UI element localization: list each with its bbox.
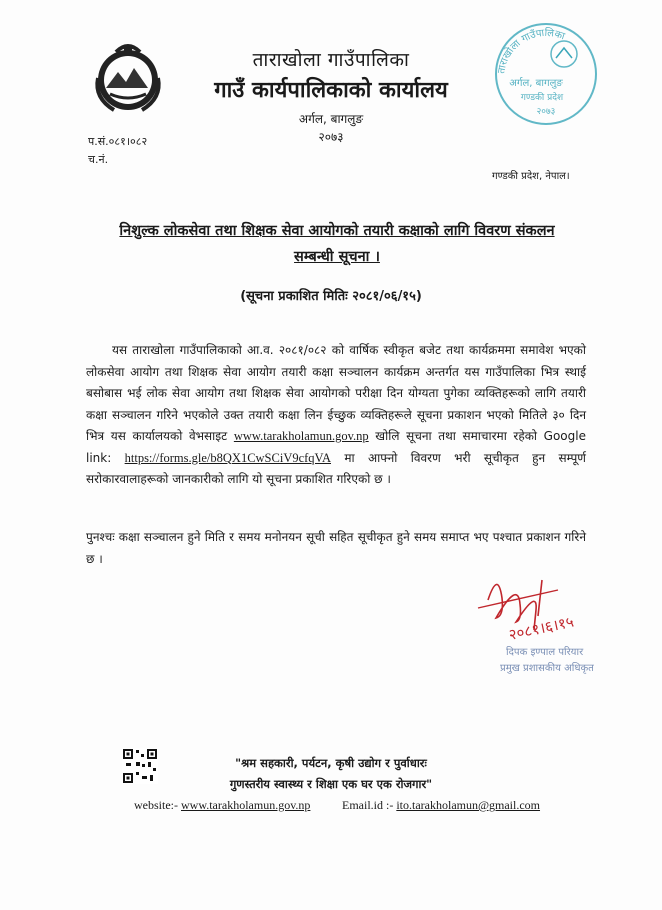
slogan-line2: गुणस्तरीय स्वास्थ्य र शिक्षा एक घर एक रोजगार" bbox=[229, 777, 433, 791]
notice-title bbox=[82, 218, 592, 270]
website-label: website:- bbox=[134, 798, 178, 812]
notice-title-line2: सम्बन्धी सूचना । bbox=[294, 249, 380, 265]
notice-body-part1: यस ताराखोला गाउँपालिकाको आ.व. २०८१/०८२ को वार्षिक स्वीकृत बजेट तथा कार्यक्रममा समावेश भएको लोकसेवा आयोग तथा शिक्षक सेवा आयोग तयारी कक्षा सञ्चालन कार्यक्रम अन्तर्गत यस गाउँपालिका भित्र स्थाई बसोबास भई लोक सेवा आयोग तथा शिक्षक सेवा आयोगको परीक्षा दिन योग्यता पुगेका व्यक्तिहरूको लागि तयारी कक्षा सञ्चालन गरिने भएकोले उक्त तयारी कक्षा लिन ईच्छुक व्यक्तिहरूले सूचना प्रकाशन भएको मितिले ३० दिन भित्र यस कार्यालयको वेभसाइट bbox=[86, 343, 586, 443]
office-name: ताराखोला गाउँपालिका bbox=[252, 49, 410, 71]
svg-text:ताराखोला गाउँपालिका bbox=[496, 27, 566, 75]
stamp-text-outer: ताराखोला गाउँपालिका bbox=[496, 27, 567, 75]
signatory-name: दिपक इण्पाल परियार bbox=[506, 647, 584, 658]
notice-body-part2: खोलि सूचना तथा समाचारमा रहेको Google link: bbox=[86, 429, 586, 465]
slogan-line1: "श्रम सहकारी, पर्यटन, कृषी उद्योग र पुर्वाधारः bbox=[235, 756, 427, 770]
website-link[interactable]: www.tarakholamun.gov.np bbox=[233, 429, 369, 443]
footer-email bbox=[342, 798, 540, 813]
stamp-text-province: गण्डकी प्रदेश bbox=[520, 93, 564, 103]
signature-date: २०८१।६।१५ bbox=[507, 612, 576, 644]
reference-number: प.सं.०८१।०८२ bbox=[88, 135, 148, 148]
province-label: गण्डकी प्रदेश, नेपाल। bbox=[492, 171, 570, 182]
published-date: (सूचना प्रकाशित मितिः २०८१/०६/१५) bbox=[240, 289, 422, 304]
stamp-text-inner: अर्गल, बागलुङ bbox=[509, 78, 563, 89]
office-year: २०७३ bbox=[318, 130, 344, 144]
office-address: अर्गल, बागलुङ bbox=[298, 112, 364, 126]
footer-website bbox=[134, 798, 310, 813]
email-label: Email.id :- bbox=[342, 798, 394, 812]
notice-body-part3: मा आफ्नो विवरण भरी सूचीकृत हुन सम्पूर्ण सरोकारवालाहरूको जानकारीको लागि यो सूचना प्रकाशित गरिएको छ । bbox=[86, 450, 586, 486]
google-form-link[interactable]: https://forms.gle/b8QX1CwSCiV9cfqVA bbox=[124, 450, 331, 465]
office-title: गाउँ कार्यपालिकाको कार्यालय bbox=[214, 78, 448, 103]
footer-website-link[interactable]: www.tarakholamun.gov.np bbox=[181, 798, 311, 812]
office-stamp-icon bbox=[490, 18, 602, 130]
dispatch-number: च.नं. bbox=[88, 153, 109, 166]
notice-title-line1: निशुल्क लोकसेवा तथा शिक्षक सेवा आयोगको तयारी कक्षाको लागि विवरण संकलन bbox=[119, 223, 555, 239]
notice-body bbox=[86, 340, 586, 491]
signatory-title: प्रमुख प्रशासकीय अधिकृत bbox=[500, 663, 594, 674]
postscript: पुनश्चः कक्षा सञ्चालन हुने मिति र समय मनोनयन सूची सहित सूचीकृत हुने समय समाप्त भए पश्चात प्रकाशन गरिने छ । bbox=[86, 530, 586, 566]
stamp-text-year: २०७३ bbox=[536, 107, 556, 117]
footer-email-link[interactable]: ito.tarakholamun@gmail.com bbox=[396, 798, 541, 812]
